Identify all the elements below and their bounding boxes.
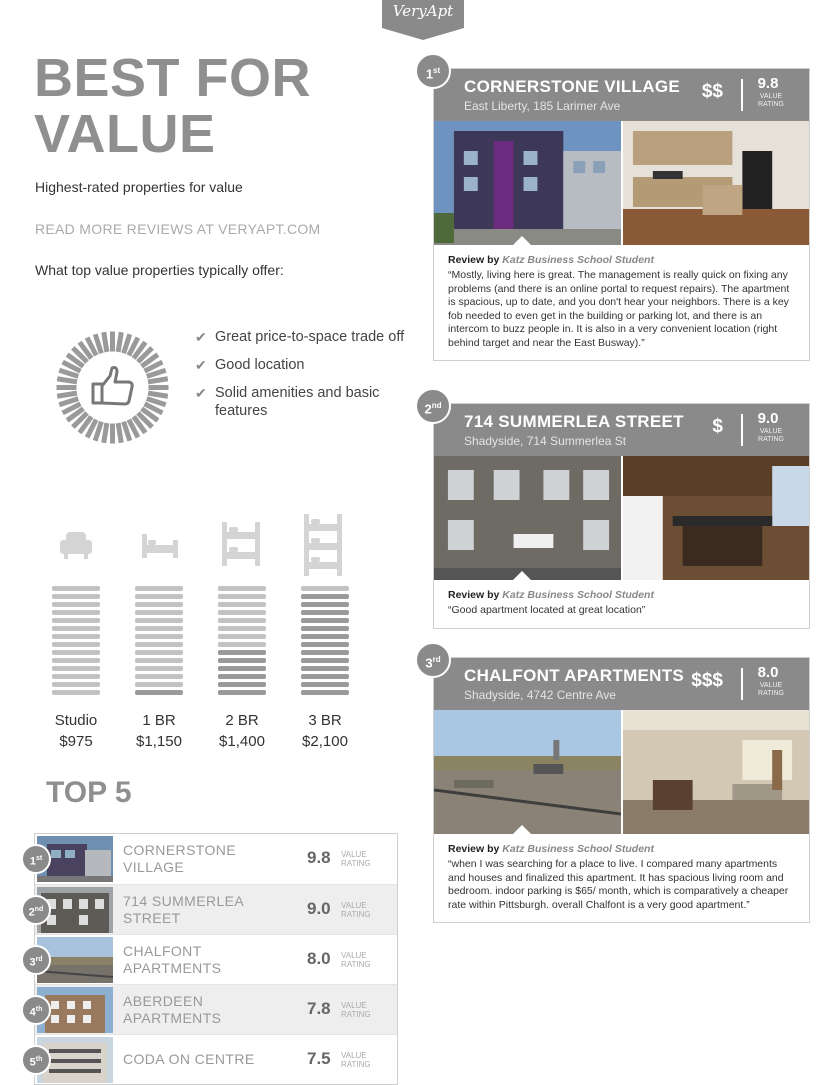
- rent-level-segment: [301, 586, 349, 591]
- rank-badge: 2nd: [415, 388, 451, 424]
- exterior-photo: [434, 121, 621, 245]
- top5-row[interactable]: [28, 884, 397, 934]
- value-score: 8.0: [307, 949, 331, 968]
- badge-ray: [104, 332, 107, 352]
- unit-price: $1,150: [136, 733, 182, 750]
- rent-level-segment: [301, 594, 349, 599]
- veryapt-logo[interactable]: [382, 0, 464, 40]
- property-name: 714 SUMMERLEA STREET: [464, 412, 684, 431]
- rent-level-segment: [52, 610, 100, 615]
- review: [434, 834, 809, 922]
- review-pointer: [512, 825, 532, 835]
- rent-level-segment: [218, 594, 266, 599]
- rent-level-segment: [218, 610, 266, 615]
- thumbs-up-badge: [55, 330, 170, 445]
- rent-level-segment: [218, 682, 266, 687]
- badge-ray: [148, 393, 168, 396]
- feature-item: [195, 356, 415, 374]
- top5-title: TOP 5: [46, 776, 132, 809]
- rent-level-segment: [52, 674, 100, 679]
- review-attribution: Review by Katz Business School Student: [448, 589, 654, 601]
- unit-type: 3 BR: [308, 712, 342, 729]
- rent-level-segment: [301, 690, 349, 695]
- review-attribution: Review by Katz Business School Student: [448, 843, 654, 855]
- rent-level-segment: [52, 602, 100, 607]
- review-text: “when I was searching for a place to live. I compared many apartments and houses and finalized this apartment. It has spacious living room and bedroom. indoor parking is $65/ month, which is comparatively a cheaper rate within Pittsburgh. overall Chalfont is a very good apartment.”: [448, 858, 789, 911]
- rent-level-segment: [301, 642, 349, 647]
- badge-ray: [118, 423, 121, 443]
- rent-label-studio: [31, 710, 121, 752]
- rent-level-segment: [52, 682, 100, 687]
- feature-item: [195, 384, 415, 420]
- rent-level-segment: [301, 602, 349, 607]
- feature-item: [195, 328, 415, 346]
- card-photos: [434, 121, 809, 245]
- review: [434, 245, 809, 360]
- title-line-1: BEST FOR: [34, 48, 312, 108]
- top5-row[interactable]: [29, 1034, 397, 1084]
- bunk-bed-2-icon: [220, 520, 262, 568]
- property-name: 714 SUMMERLEA STREET: [123, 893, 245, 926]
- rent-level-segment: [52, 658, 100, 663]
- rent-level-segment: [135, 666, 183, 671]
- checkmark-icon: ✔: [195, 357, 207, 373]
- rent-level-segment: [218, 674, 266, 679]
- rank-badge: 1st: [415, 53, 451, 89]
- property-name: CORNERSTONE VILLAGE: [464, 77, 681, 96]
- value-rating-label: VALUE RATING: [758, 682, 784, 697]
- rent-level-segment: [135, 642, 183, 647]
- rent-level-segment: [301, 674, 349, 679]
- review-text: “Mostly, living here is great. The management is really quick on fixing any problems (and there is an online portal to request repairs). The apartment is spacious, up to date, and you don't hear your neighbors. There is a key fob needed to even get in the building or parking lot, and there is an intercom to buzz people in. It is also in a very convenient location (right behind target and near the East Busway).”: [448, 269, 790, 349]
- rent-level-segment: [135, 626, 183, 631]
- rent-level-segment: [52, 642, 100, 647]
- review-text: “Good apartment located at great location”: [448, 604, 646, 616]
- page-title: [34, 50, 311, 162]
- price-level: $$$: [691, 670, 723, 691]
- review-pointer: [512, 571, 532, 581]
- unit-type: Studio: [54, 712, 98, 729]
- exterior-photo: [434, 710, 621, 834]
- rent-level-segment: [52, 618, 100, 623]
- property-name: CODA ON CENTRE: [123, 1051, 255, 1067]
- value-rating-label: VALUE RATING: [341, 1051, 371, 1069]
- rent-bars-studio: [52, 586, 100, 694]
- bunk-bed-3-icon: [302, 512, 344, 578]
- rent-level-segment: [301, 618, 349, 623]
- rent-level-segment: [52, 666, 100, 671]
- rent-level-segment: [218, 658, 266, 663]
- rent-level-segment: [135, 650, 183, 655]
- armchair-icon: [58, 528, 94, 562]
- rent-level-segment: [135, 586, 183, 591]
- unit-type: 1 BR: [142, 712, 176, 729]
- property-card-2[interactable]: [424, 401, 810, 629]
- rent-label-1br: [114, 710, 204, 752]
- badge-ray: [148, 379, 168, 382]
- title-line-2: VALUE: [34, 104, 216, 164]
- rent-level-segment: [52, 626, 100, 631]
- top5-table: [28, 833, 398, 1085]
- value-rating-label: VALUE RATING: [758, 428, 784, 443]
- features-list: [195, 328, 415, 430]
- rent-level-segment: [52, 690, 100, 695]
- top5-row[interactable]: [29, 984, 397, 1034]
- property-name: ABERDEEN APARTMENTS: [123, 993, 222, 1026]
- unit-type: 2 BR: [225, 712, 259, 729]
- feature-text: Good location: [215, 357, 305, 373]
- offer-intro: What top value properties typically offer:: [35, 262, 284, 278]
- rent-level-segment: [52, 594, 100, 599]
- interior-photo: [623, 456, 809, 580]
- value-score: 7.8: [307, 999, 331, 1018]
- price-level: $$: [701, 81, 723, 102]
- rank-badge: 3rd: [21, 945, 51, 975]
- rent-level-segment: [218, 666, 266, 671]
- badge-ray: [57, 379, 77, 382]
- review-pointer: [512, 236, 532, 246]
- review: [434, 580, 809, 628]
- interior-photo: [623, 710, 809, 834]
- card-photos: [434, 456, 809, 580]
- checkmark-icon: ✔: [195, 329, 207, 345]
- property-address: Shadyside, 4742 Centre Ave: [464, 688, 616, 702]
- rent-level-segment: [301, 626, 349, 631]
- value-rating-label: VALUE RATING: [341, 1001, 371, 1019]
- divider: [741, 668, 743, 700]
- rent-bars-1br: [135, 586, 183, 694]
- property-name: CORNERSTONE VILLAGE: [123, 842, 237, 875]
- rent-bars-2br: [218, 586, 266, 694]
- rent-level-segment: [135, 594, 183, 599]
- badge-ray: [104, 423, 107, 443]
- value-rating-label: VALUE RATING: [758, 93, 784, 108]
- card-header: [425, 655, 809, 710]
- rent-level-segment: [218, 650, 266, 655]
- rent-level-segment: [218, 690, 266, 695]
- exterior-photo: [434, 456, 621, 580]
- feature-text: Solid amenities and basic features: [215, 385, 380, 419]
- rent-level-segment: [301, 666, 349, 671]
- value-score: 9.0: [307, 899, 331, 918]
- logo-text: VeryApt: [392, 2, 454, 20]
- divider: [741, 414, 743, 446]
- rent-level-segment: [218, 642, 266, 647]
- unit-price: $1,400: [219, 733, 265, 750]
- interior-photo: [623, 121, 809, 245]
- single-bed-icon: [140, 532, 180, 560]
- property-card-3[interactable]: [425, 655, 810, 923]
- value-score: 9.8: [307, 848, 331, 867]
- rent-level-segment: [301, 658, 349, 663]
- rent-bars-3br: [301, 586, 349, 694]
- rent-level-segment: [218, 618, 266, 623]
- rent-level-segment: [135, 690, 183, 695]
- price-level: $: [712, 416, 723, 437]
- review-attribution: Review by Katz Business School Student: [448, 254, 654, 266]
- rent-label-3br: [280, 710, 370, 752]
- property-name: CHALFONT APARTMENTS: [123, 943, 222, 976]
- card-header: [424, 401, 809, 456]
- rent-level-segment: [135, 610, 183, 615]
- value-score: 9.8: [757, 75, 779, 92]
- rent-level-segment: [218, 586, 266, 591]
- badge-ray: [118, 332, 121, 352]
- top5-row[interactable]: [29, 934, 397, 984]
- card-photos: [434, 710, 809, 834]
- rent-level-segment: [135, 634, 183, 639]
- rank-badge: 4th: [21, 995, 51, 1025]
- rent-label-2br: [197, 710, 287, 752]
- value-score: 8.0: [757, 664, 779, 681]
- rank-badge: 3rd: [415, 642, 451, 678]
- value-score: 7.5: [307, 1049, 331, 1068]
- property-address: Shadyside, 714 Summerlea St: [464, 434, 627, 448]
- rank-badge: 5th: [21, 1045, 51, 1075]
- card-header: [425, 66, 809, 121]
- rent-level-segment: [301, 650, 349, 655]
- divider: [741, 79, 743, 111]
- rent-level-segment: [218, 626, 266, 631]
- checkmark-icon: ✔: [195, 385, 207, 401]
- rank-badge: 2nd: [21, 895, 51, 925]
- rent-level-segment: [135, 602, 183, 607]
- value-rating-label: VALUE RATING: [341, 850, 371, 868]
- rent-level-segment: [218, 634, 266, 639]
- rent-level-segment: [135, 674, 183, 679]
- rent-level-segment: [135, 682, 183, 687]
- top5-row[interactable]: [29, 834, 397, 884]
- unit-price: $2,100: [302, 733, 348, 750]
- property-address: East Liberty, 185 Larimer Ave: [464, 99, 621, 113]
- rent-level-segment: [52, 650, 100, 655]
- read-more-link[interactable]: READ MORE REVIEWS AT VERYAPT.COM: [35, 221, 321, 237]
- property-name: CHALFONT APARTMENTS: [464, 666, 685, 685]
- feature-text: Great price-to-space trade off: [215, 329, 405, 345]
- rent-level-segment: [218, 602, 266, 607]
- value-score: 9.0: [757, 410, 779, 427]
- rank-badge: 1st: [21, 844, 51, 874]
- rent-level-segment: [52, 634, 100, 639]
- value-rating-label: VALUE RATING: [341, 951, 371, 969]
- property-card-1[interactable]: [425, 66, 810, 361]
- rent-level-segment: [301, 610, 349, 615]
- rent-level-segment: [301, 682, 349, 687]
- page-subtitle: Highest-rated properties for value: [35, 179, 243, 195]
- rent-level-segment: [135, 658, 183, 663]
- rent-level-segment: [52, 586, 100, 591]
- rent-level-segment: [135, 618, 183, 623]
- badge-ray: [57, 393, 77, 396]
- value-rating-label: VALUE RATING: [341, 901, 371, 919]
- rent-level-segment: [301, 634, 349, 639]
- unit-price: $975: [59, 733, 93, 750]
